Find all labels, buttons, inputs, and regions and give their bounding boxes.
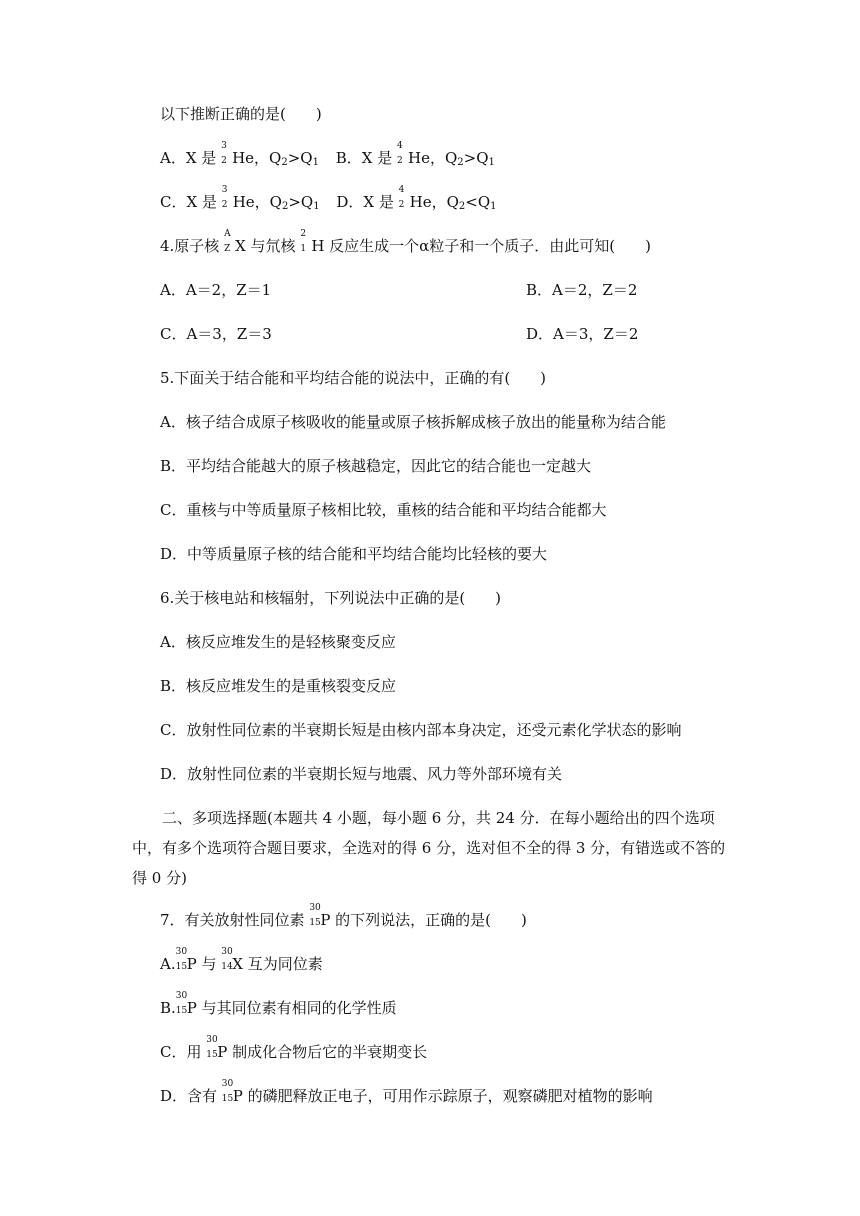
isotope-symbol: 30 14	[221, 947, 233, 972]
isotope-symbol: 30 15	[309, 903, 321, 928]
isotope-symbol: 3 2	[221, 185, 228, 210]
q7-option-b: B. 30 15 P 与其同位素有相同的化学性质	[160, 991, 397, 1017]
option-c-prefix: C．X 是	[160, 193, 222, 211]
q7-option-d: D．含有 30 15 P 的磷肥释放正电子，可用作示踪原子，观察磷肥对植物的影响	[160, 1079, 653, 1105]
question-intro: 以下推断正确的是( )	[160, 105, 322, 123]
q6-option-d: D．放射性同位素的半衰期长短与地震、风力等外部环境有关	[160, 765, 563, 783]
q4-option-c: C．A＝3，Z＝3	[160, 325, 272, 343]
q4-stem: 4.原子核 A Z X 与氘核 2 1 H 反应生成一个α粒子和一个质子．由此可知( )	[160, 229, 651, 255]
isotope-symbol: 30 15	[175, 947, 188, 972]
q6-option-b: B．核反应堆发生的是重核裂变反应	[160, 677, 397, 695]
isotope-symbol: 3 2	[221, 141, 227, 166]
option-b-prefix: B．X 是	[335, 149, 397, 167]
q5-option-c: C．重核与中等质量原子核相比较，重核的结合能和平均结合能都大	[160, 501, 607, 519]
q6-stem: 6.关于核电站和核辐射，下列说法中正确的是( )	[160, 589, 502, 607]
q3-option-cd: C．X 是 3 2 He，$Q_2>Q_1$ D．X 是 4 2 He，$Q_2<Q_1$	[160, 185, 497, 212]
q5-stem: 5.下面关于结合能和平均结合能的说法中，正确的有( )	[160, 369, 547, 387]
isotope-symbol: A Z	[224, 229, 231, 254]
q6-option-a: A．核反应堆发生的是轻核聚变反应	[160, 633, 396, 651]
section-two-heading: 二、多项选择题(本题共 4 小题，每小题 6 分，共 24 分．在每小题给出的四个选项中，有多个选项符合题目要求，全选对的得 6 分，选对但不全的得 3 分，有错选或不答的得 0 分)	[132, 809, 726, 887]
q6-option-c: C．放射性同位素的半衰期长短是由核内部本身决定，还受元素化学状态的影响	[160, 721, 682, 739]
isotope-symbol: 30 15	[175, 991, 188, 1016]
q7-option-a: A. 30 15 P 与 30 14 X 互为同位素	[160, 947, 323, 973]
q4-option-d: D．A＝3，Z＝2	[526, 325, 639, 343]
isotope-symbol: 30 15	[221, 1079, 234, 1104]
q4-options-cd	[160, 324, 639, 344]
isotope-symbol: 30 15	[206, 1035, 218, 1060]
q4-option-a: A．A＝2，Z＝1	[160, 281, 272, 299]
q5-option-b: B．平均结合能越大的原子核越稳定，因此它的结合能也一定越大	[160, 457, 592, 475]
isotope-symbol: 4 2	[396, 141, 403, 166]
q5-option-a: A．核子结合成原子核吸收的能量或原子核拆解成核子放出的能量称为结合能	[160, 413, 666, 431]
q3-option-ab: A．X 是 3 2 He，$Q_2>Q_1$ B．X 是 4 2 He，$Q_2>Q_1$	[160, 141, 495, 168]
option-d-prefix: D．X 是	[336, 193, 399, 211]
q7-option-c: C．用 30 15 P 制成化合物后它的半衰期变长	[160, 1035, 428, 1061]
q4-options-ab	[160, 280, 638, 300]
q7-stem: 7．有关放射性同位素 30 15 P 的下列说法，正确的是( )	[160, 903, 527, 929]
option-a-prefix: A．X 是	[160, 149, 222, 167]
isotope-symbol: 4 2	[398, 185, 405, 210]
isotope-symbol: 2 1	[300, 229, 307, 254]
q5-option-d: D．中等质量原子核的结合能和平均结合能均比轻核的要大	[160, 545, 548, 563]
q4-option-b: B．A＝2，Z＝2	[526, 281, 638, 299]
